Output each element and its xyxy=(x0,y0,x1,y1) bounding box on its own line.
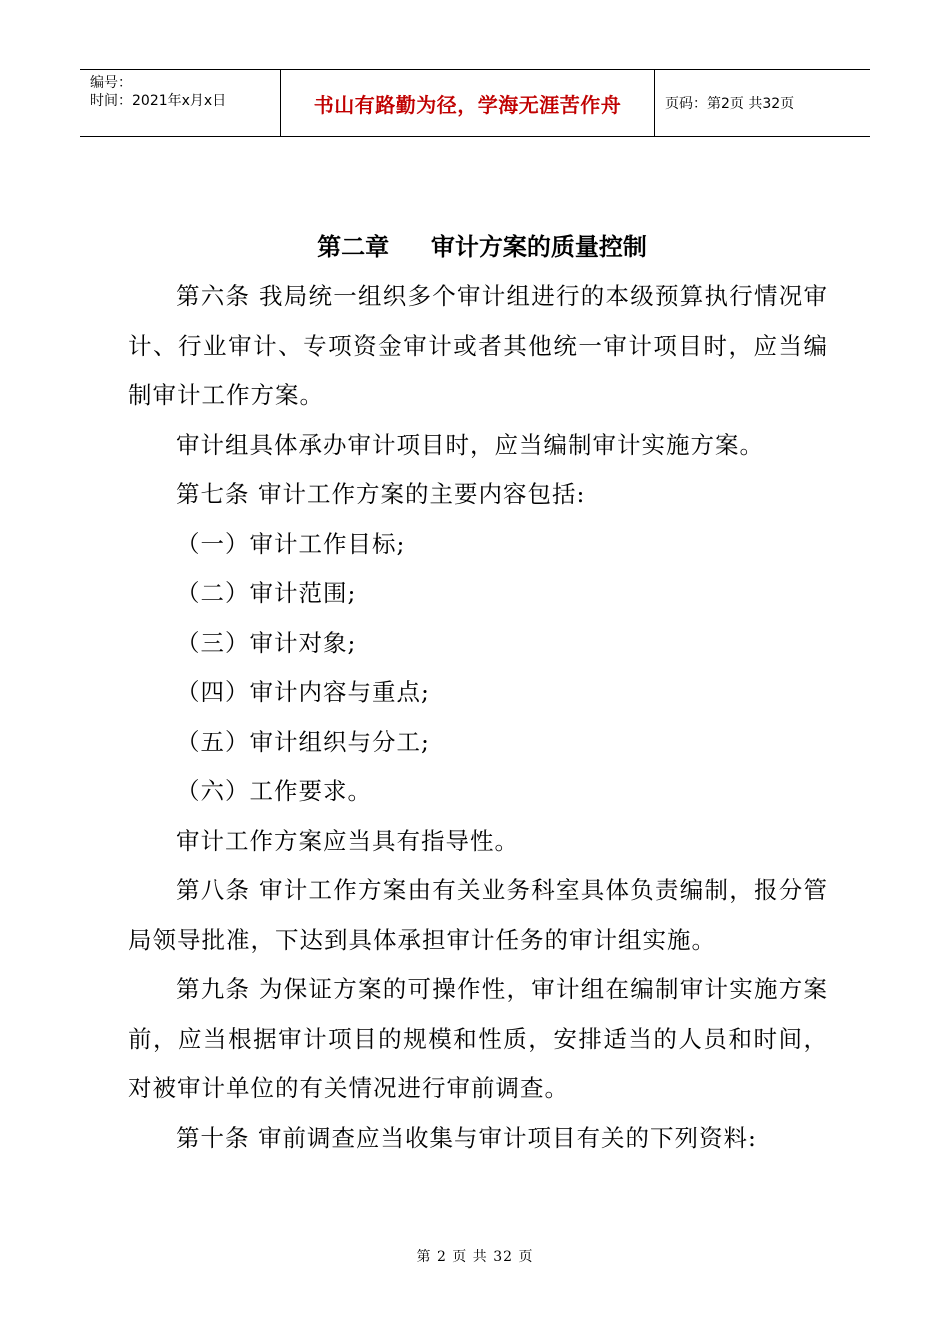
paragraph: 第九条 为保证方案的可操作性，审计组在编制审计实施方案前，应当根据审计项目的规模和性质，安排适当的人员和时间，对被审计单位的有关情况进行审前调查。 xyxy=(128,975,828,1102)
page-header xyxy=(80,69,870,137)
list-item: （一）审计工作目标; xyxy=(176,529,406,558)
document-date: 时间：2021年x月x日 xyxy=(90,93,227,109)
document-number-label: 编号： xyxy=(90,75,132,91)
paragraph: 第十条 审前调查应当收集与审计项目有关的下列资料: xyxy=(176,1123,757,1152)
header-meta xyxy=(80,70,281,136)
paragraph: 第七条 审计工作方案的主要内容包括: xyxy=(176,480,586,508)
paragraph: 审计组具体承办审计项目时，应当编制审计实施方案。 xyxy=(176,430,764,459)
chapter-title: 第二章 审计方案的质量控制 xyxy=(317,233,647,261)
paragraph: 第六条 我局统一组织多个审计组进行的本级预算执行情况审计、行业审计、专项资金审计或者其他统一审计项目时，应当编制审计工作方案。 xyxy=(128,282,828,409)
paragraph-list xyxy=(128,272,828,1163)
list-item: （五）审计组织与分工; xyxy=(176,727,430,756)
header-motto: 书山有路勤为径，学海无涯苦作舟 xyxy=(281,70,655,136)
page-footer: 第 2 页 共 32 页 xyxy=(416,1249,534,1265)
list-item: （三）审计对象; xyxy=(176,628,357,657)
list-item: （六）工作要求。 xyxy=(176,777,372,805)
document-body xyxy=(128,222,828,1163)
list-item: （四）审计内容与重点; xyxy=(176,678,430,706)
list-item: （二）审计范围; xyxy=(176,579,357,607)
header-page-info: 页码：第2页 共32页 xyxy=(665,96,795,112)
paragraph: 第八条 审计工作方案由有关业务科室具体负责编制，报分管局领导批准，下达到具体承担审计任务的审计组实施。 xyxy=(128,876,828,954)
paragraph: 审计工作方案应当具有指导性。 xyxy=(176,826,519,855)
